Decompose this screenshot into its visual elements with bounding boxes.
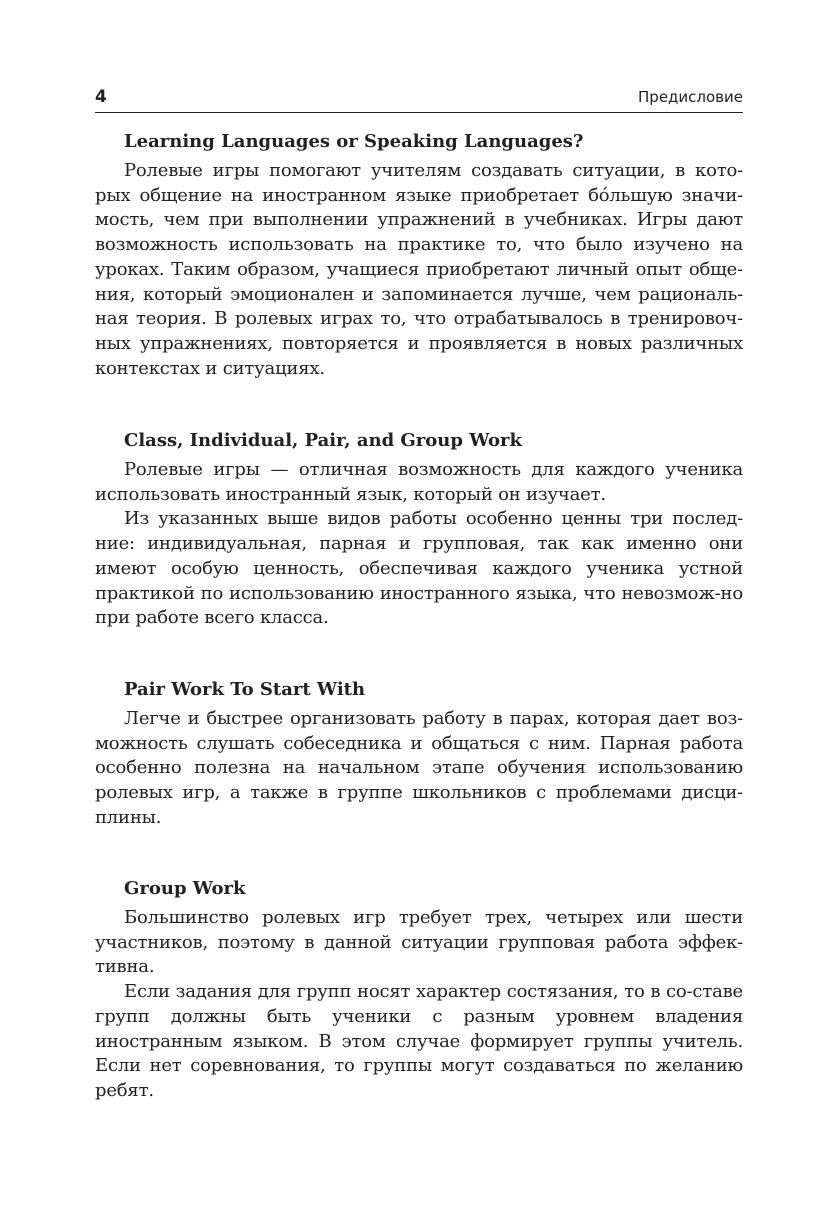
section-heading: Class, Individual, Pair, and Group Work — [124, 430, 522, 451]
section-group-work — [95, 876, 743, 1104]
section-class-individual-pair-group — [95, 428, 743, 631]
paragraph: Если задания для групп носят характер состязания, то в со-ставе групп должны быть ученики с разным уровнем владения иностранным языком. В этом случае формирует группы учитель. Если нет соревнования, то группы могут создаваться по желанию ребят. — [95, 981, 743, 1101]
paragraph: Ролевые игры — отличная возможность для каждого ученика использовать иностранный язык, который он изучает. — [95, 459, 743, 505]
paragraph: Из указанных выше видов работы особенно ценны три послед-ние: индивидуальная, парная и групповая, так как именно они имеют особую ценность, обеспечивая каждого ученика устной практикой по использованию иностранного языка, что невозмож-но при работе всего класса. — [95, 508, 743, 629]
section-pair-work — [95, 677, 743, 831]
running-section-title: Предисловие — [638, 88, 743, 106]
section-heading: Pair Work To Start With — [124, 679, 366, 700]
paragraph: Легче и быстрее организовать работу в парах, которая дает воз-можность слушать собеседника и общаться с ним. Парная работа особенно полезна на начальном этапе обучения использованию ролевых игр, а также в группе школьников с проблемами дисци-плины. — [95, 708, 743, 828]
section-heading: Learning Languages or Speaking Languages? — [124, 131, 584, 152]
page-number: 4 — [95, 87, 107, 107]
paragraph: Большинство ролевых игр требует трех, четырех или шести участников, поэтому в данной ситуации групповая работа эффек-тивна. — [95, 907, 743, 978]
section-learning-languages — [95, 129, 743, 381]
paragraph: Ролевые игры помогают учителям создавать ситуации, в кото-рых общение на иностранном языке приобретает бóльшую значи-мость, чем при выполнении упражнений в учебниках. Игры дают возможность использовать на практике то, что было изучено на уроках. Таким образом, учащиеся приобретают личный опыт обще-ния, который эмоционален и запоминается лучше, чем рациональ-ная теория. В ролевых играх то, что отрабатывалось в тренировоч-ных упражнениях, повторяется и проявляется в новых различных контекстах и ситуациях. — [95, 160, 743, 379]
section-heading: Group Work — [124, 878, 246, 899]
running-header — [95, 84, 743, 113]
